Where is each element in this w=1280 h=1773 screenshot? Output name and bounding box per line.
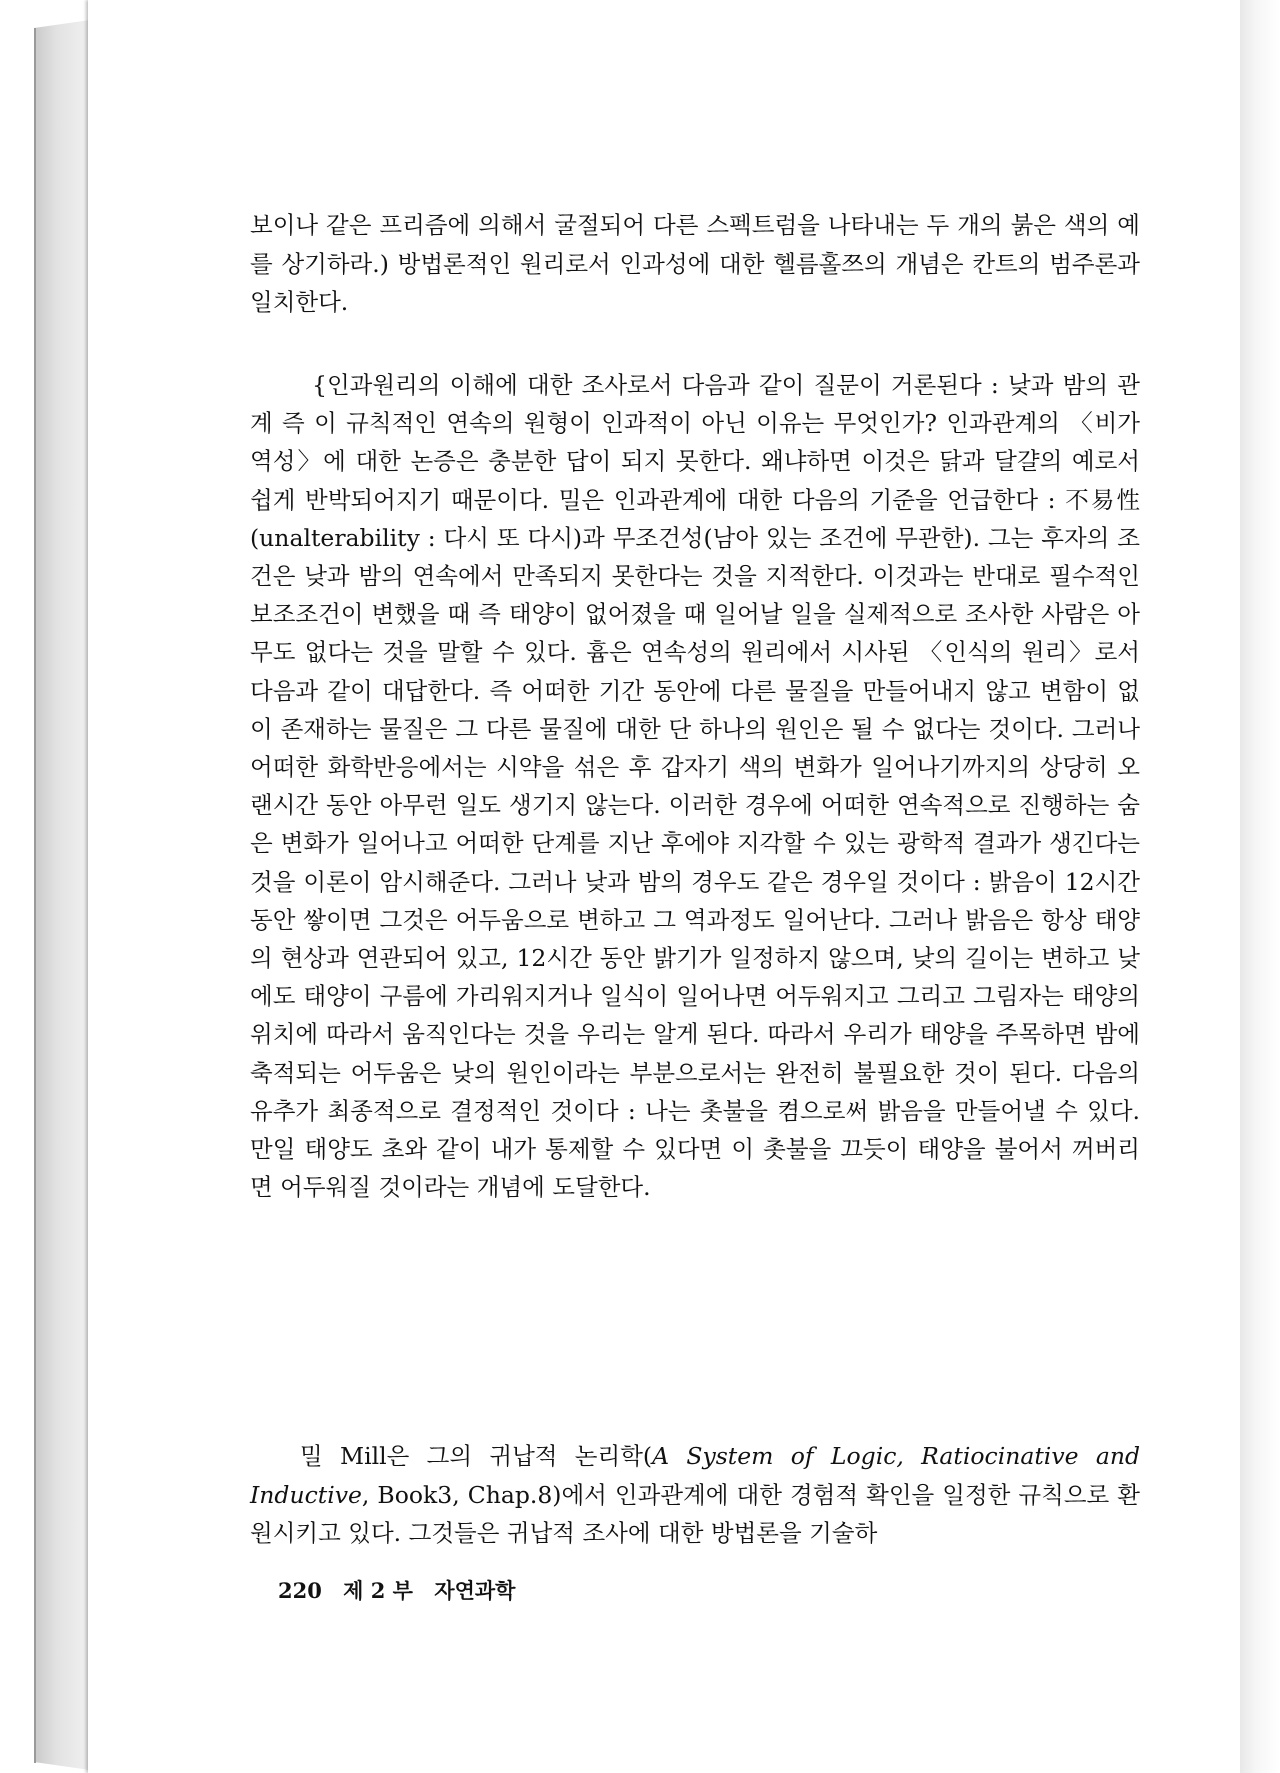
paragraph-2 [250,366,1140,1206]
page-right-shadow [1240,0,1280,1773]
paragraph-3 [250,1437,1140,1553]
book-spine [34,20,90,1770]
paragraph-3-before: 밀 Mill은 그의 귀납적 논리학( [300,1442,653,1470]
footer-part: 제 2 부 [343,1578,413,1603]
paragraph-3-text [250,1437,1140,1553]
paragraph-3-after: , Book3, Chap.8)에서 인과관계에 대한 경험적 확인을 일정한 규칙으로 환원시키고 있다. 그것들은 귀납적 조사에 대한 방법론을 기술하 [250,1480,1140,1547]
paragraph-1 [250,206,1140,322]
footer-section: 자연과학 [434,1578,516,1603]
paragraph-2-text: {인과원리의 이해에 대한 조사로서 다음과 같이 질문이 거론된다 : 낮과 밤의 관계 즉 이 규칙적인 연속의 원형이 인과적이 아닌 이유는 무엇인가? 인과관계의 〈비가역성〉에 대한 논증은 충분한 답이 되지 못한다. 왜냐하면 이것은 닭과 달걀의 예로서 쉽게 반박되어지기 때문이다. 밀은 인과관계에 대한 다음의 기준을 언급한다 : 不易性(unalterability : 다시 또 다시)과 무조건성(남아 있는 조건에 무관한). 그는 후자의 조건은 낮과 밤의 연속에서 만족되지 못한다는 것을 지적한다. 이것과는 반대로 필수적인 보조조건이 변했을 때 즉 태양이 없어졌을 때 일어날 일을 실제적으로 조사한 사람은 아무도 없다는 것을 말할 수 있다. 흄은 연속성의 원리에서 시사된 〈인식의 원리〉로서 다음과 같이 대답한다. 즉 어떠한 기간 동안에 다른 물질을 만들어내지 않고 변함이 없이 존재하는 물질은 그 다른 물질에 대한 단 하나의 원인은 될 수 없다는 것이다. 그러나 어떠한 화학반응에서는 시약을 섞은 후 갑자기 색의 변화가 일어나기까지의 상당히 오랜시간 동안 아무런 일도 생기지 않는다. 이러한 경우에 어떠한 연속적으로 진행하는 숨은 변화가 일어나고 어떠한 단계를 지난 후에야 지각할 수 있는 광학적 결과가 생긴다는 것을 이론이 암시해준다. 그러나 낮과 밤의 경우도 같은 경우일 것이다 : 밝음이 12시간 동안 쌓이면 그것은 어두움으로 변하고 그 역과정도 일어난다. 그러나 밝음은 항상 태양의 현상과 연관되어 있고, 12시간 동안 밝기가 일정하지 않으며, 낮의 길이는 변하고 낮에도 태양이 구름에 가리워지거나 일식이 일어나면 어두워지고 그리고 그림자는 태양의 위치에 따라서 움직인다는 것을 우리는 알게 된다. 따라서 우리가 태양을 주목하면 밤에 축적되는 어두움은 낮의 원인이라는 부분으로서는 완전히 불필요한 것이 된다. 다음의 유추가 최종적으로 결정적인 것이다 : 나는 촛불을 켬으로써 밝음을 만들어낼 수 있다. 만일 태양도 초와 같이 내가 통제할 수 있다면 이 촛불을 끄듯이 태양을 불어서 꺼버리면 어두워질 것이라는 개념에 도달한다. [250,371,1140,1202]
page-number: 220 [278,1578,322,1603]
page-footer [278,1575,529,1605]
book-title-italic: A System of Logic, Ratiocinative and Inductive [250,1442,1141,1509]
spine-edge [34,28,36,1763]
paragraph-1-text: 보이나 같은 프리즘에 의해서 굴절되어 다른 스펙트럼을 나타내는 두 개의 붉은 색의 예를 상기하라.) 방법론적인 원리로서 인과성에 대한 헬름홀쯔의 개념은 칸트의 범주론과 일치한다. [250,211,1140,316]
